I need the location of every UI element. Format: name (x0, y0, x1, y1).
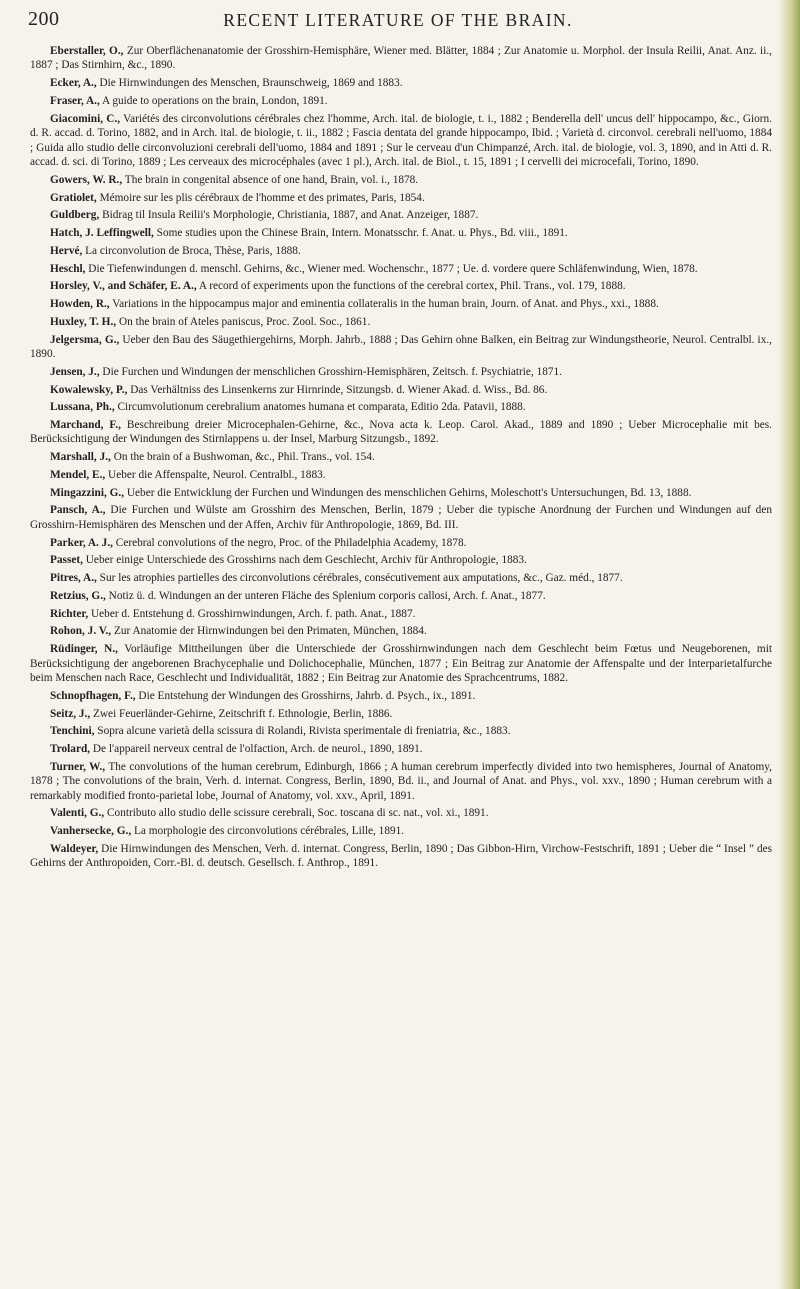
entry-citation: Ueber den Bau des Säugethiergehirns, Morph. Jahrb., 1888 ; Das Gehirn ohne Balken, ein Beitrag zur Windungstheorie, Neurol. Centralbl. ix., 1890. (30, 333, 772, 361)
bibliography-entry (30, 244, 772, 258)
entry-citation: Das Verhältniss des Linsenkerns zur Hirnrinde, Sitzungsb. d. Wiener Akad. d. Wiss., Bd. 86. (127, 383, 548, 396)
entry-citation: Vorläufige Mittheilungen über die Unterschiede der Grosshirnwindungen nach dem Geschlecht beim Fœtus und Neugeborenen, mit Berücksichtigung der angeborenen Brachycephalie und Dolichocephalie, München, 1877 ; Ein Beitrag zur Anatomie der Affenspalte und der Interparietalfurche beim Menschen nach Race, Geschlecht und Individualität, 1882 ; Ein Beitrag zur Anatomie des Sprachcentrums, 1882. (30, 643, 772, 685)
bibliography-entry (30, 226, 772, 240)
entry-citation: The brain in congenital absence of one hand, Brain, vol. i., 1878. (122, 173, 419, 186)
entry-author: Gowers, W. R., (50, 173, 123, 186)
bibliography-entry (30, 383, 772, 397)
entry-author: Rüdinger, N., (50, 643, 118, 656)
bibliography-entry (30, 571, 772, 585)
entry-author: Mendel, E., (50, 468, 106, 481)
bibliography-entry (30, 365, 772, 379)
entry-author: Kowalewsky, P., (50, 383, 128, 396)
bibliography-entry (30, 450, 772, 464)
bibliography-entry (30, 191, 772, 205)
entry-author: Jelgersma, G., (50, 333, 120, 346)
entry-author: Hervé, (50, 244, 83, 257)
bibliography-entry (30, 468, 772, 482)
entry-citation: A guide to operations on the brain, London, 1891. (99, 94, 328, 107)
bibliography-entry (30, 642, 772, 685)
entry-author: Jensen, J., (50, 365, 100, 378)
bibliography-entry (30, 806, 772, 820)
entry-citation: Die Hirnwindungen des Menschen, Braunschweig, 1869 and 1883. (96, 77, 403, 90)
entry-author: Richter, (50, 607, 89, 620)
bibliography-entry (30, 208, 772, 222)
entry-author: Trolard, (50, 743, 91, 756)
entry-author: Valenti, G., (50, 807, 105, 820)
entry-citation: Variations in the hippocampus major and eminentia collateralis in the human brain, Journ. of Anat. and Phys., xxi., 1888. (109, 298, 659, 311)
bibliography-entry (30, 173, 772, 187)
entry-author: Turner, W., (50, 760, 106, 773)
entry-author: Tenchini, (50, 725, 95, 738)
entry-citation: Variétés des circonvolutions cérébrales chez l'homme, Arch. ital. de biologie, t. i., 1882 ; Benderella dell' uncus dell' hippocampo, &c., Giorn. d. R. accad. d. Torino, 1882, and in Arch. ital. de biologie, t. ii., 1882 ; Fascia dentata del grande hippocampo, Ibid. ; Varietà d. circonvol. cerebrali nell'uomo, 1884 ; Guida allo studio delle circonvoluzioni cerebrali dell'uomo, 1884 and 1891 ; Sur le cerveau d'un Chimpanzé, Arch. ital. de biologie, vol. 3, 1890, and in Atti d. R. accad. d. sci. di Torino, 1889 ; Les cerveaux des microcéphales (avec 1 pl.), Arch. ital. de Biol., t. 15, 1891 ; I cervelli dei microcefali, Torino, 1890. (30, 112, 772, 169)
entry-citation: La morphologie des circonvolutions cérébrales, Lille, 1891. (131, 825, 405, 838)
bibliography-entry (30, 333, 772, 362)
bibliography-entry (30, 624, 772, 638)
entry-author: Eberstaller, O., (50, 45, 124, 57)
entry-author: Giacomini, C., (50, 112, 121, 125)
bibliography-entry (30, 742, 772, 756)
bibliography-entry (30, 842, 772, 871)
bibliography-entry (30, 607, 772, 621)
page-header (28, 6, 768, 38)
entry-citation: Die Furchen und Wülste am Grosshirn des Menschen, Berlin, 1879 ; Ueber die typische Anordnung der Furchen und Windungen auf den Grosshirn-Hemisphären des Menschen und der Affen, Archiv für Anthropologie, 1869, Bd. III. (30, 504, 772, 531)
entry-author: Schnopfhagen, F., (50, 689, 136, 702)
entry-author: Horsley, V., and Schäfer, E. A., (50, 280, 197, 293)
entry-citation: Contributo allo studio delle scissure cerebrali, Soc. toscana di sc. nat., vol. xi., 1891. (104, 807, 489, 820)
entry-citation: De l'appareil nerveux central de l'olfaction, Arch. de neurol., 1890, 1891. (90, 743, 423, 756)
bibliography-entry (30, 589, 772, 603)
entry-citation: Zur Anatomie der Hirnwindungen bei den Primaten, München, 1884. (111, 625, 427, 638)
entry-citation: Bidrag til Insula Reilii's Morphologie, Christiania, 1887, and Anat. Anzeiger, 1887. (99, 209, 479, 222)
bibliography-entry (30, 76, 772, 90)
entry-author: Pansch, A., (50, 504, 106, 517)
entry-citation: Ueber einige Unterschiede des Grosshirns nach dem Geschlecht, Archiv für Anthropologie, 1883. (82, 554, 527, 567)
entry-author: Waldeyer, (50, 842, 99, 855)
entry-author: Ecker, A., (50, 77, 97, 90)
entry-citation: Circumvolutionum cerebralium anatomes humana et comparata, Editio 2da. Patavii, 1888. (114, 401, 526, 414)
bibliography-entry (30, 689, 772, 703)
entry-author: Marshall, J., (50, 451, 111, 464)
entry-citation: Ueber die Entwicklung der Furchen und Windungen des menschlichen Gehirns, Moleschott's Untersuchungen, Bd. 13, 1888. (124, 486, 692, 499)
entry-citation: Sopra alcune varietà della scissura di Rolandi, Rivista sperimentale di freniatria, &c., 1883. (94, 725, 511, 738)
entry-citation: Die Tiefenwindungen d. menschl. Gehirns, &c., Wiener med. Wochenschr., 1877 ; Ue. d. vordere quere Schläfenwindung, Wien, 1878. (85, 262, 698, 275)
entry-author: Hatch, J. Leffingwell, (50, 227, 154, 240)
entry-author: Passet, (50, 554, 83, 567)
bibliography-entry (30, 503, 772, 532)
running-title: RECENT LITERATURE OF THE BRAIN. (223, 10, 573, 30)
bibliography-entry (30, 262, 772, 276)
bibliography-entry (30, 724, 772, 738)
bibliography-entry (30, 418, 772, 447)
entry-author: Gratiolet, (50, 191, 97, 204)
entry-author: Pitres, A., (50, 572, 97, 585)
bibliography-entry (30, 400, 772, 414)
entry-citation: On the brain of Ateles paniscus, Proc. Zool. Soc., 1861. (116, 315, 371, 328)
bibliography-list (30, 44, 772, 1280)
entry-citation: Ueber die Affenspalte, Neurol. Centralbl., 1883. (105, 468, 326, 481)
entry-citation: Sur les atrophies partielles des circonvolutions cérébrales, consécutivement aux amputations, &c., Gaz. méd., 1877. (96, 572, 623, 585)
entry-citation: La circonvolution de Broca, Thèse, Paris, 1888. (82, 244, 301, 257)
entry-citation: Mémoire sur les plis cérébraux de l'homme et des primates, Paris, 1854. (96, 191, 425, 204)
page-number: 200 (28, 8, 60, 30)
entry-citation: Cerebral convolutions of the negro, Proc. of the Philadelphia Academy, 1878. (112, 536, 467, 549)
entry-citation: Beschreibung dreier Microcephalen-Gehirne, &c., Nova acta k. Leop. Carol. Akad., 1889 and 1890 ; Ueber Microcephalie mit bes. Berücksichtigung der Windungen des Stirnlappens u. der Insel, Marburg Sitzungsb., 1892. (30, 419, 772, 446)
entry-citation: Ueber d. Entstehung d. Grosshirnwindungen, Arch. f. path. Anat., 1887. (88, 607, 416, 620)
bibliography-entry (30, 44, 772, 73)
entry-citation: Zwei Feuerländer-Gehirne, Zeitschrift f. Ethnologie, Berlin, 1886. (90, 707, 393, 720)
entry-citation: Some studies upon the Chinese Brain, Intern. Monatsschr. f. Anat. u. Phys., Bd. viii., 1891. (153, 227, 568, 240)
entry-author: Seitz, J., (50, 707, 91, 720)
bibliography-entry (30, 315, 772, 329)
bibliography-entry (30, 94, 772, 108)
entry-author: Rohon, J. V., (50, 625, 112, 638)
bibliography-entry (30, 486, 772, 500)
entry-citation: On the brain of a Bushwoman, &c., Phil. Trans., vol. 154. (110, 451, 375, 464)
entry-citation: A record of experiments upon the functions of the cerebral cortex, Phil. Trans., vol. 179, 1888. (196, 280, 626, 293)
entry-author: Guldberg, (50, 209, 100, 222)
bibliography-entry (30, 707, 772, 721)
entry-author: Howden, R., (50, 298, 110, 311)
bibliography-entry (30, 279, 772, 293)
entry-citation: Notiz ü. d. Windungen an der unteren Fläche des Splenium corporis callosi, Arch. f. Anat., 1877. (105, 589, 546, 602)
bibliography-entry (30, 536, 772, 550)
bibliography-entry (30, 297, 772, 311)
entry-author: Fraser, A., (50, 94, 100, 107)
entry-author: Vanhersecke, G., (50, 825, 132, 838)
entry-author: Huxley, T. H., (50, 315, 117, 328)
entry-citation: Die Hirnwindungen des Menschen, Verh. d. internat. Congress, Berlin, 1890 ; Das Gibbon-Hirn, Virchow-Festschrift, 1891 ; Ueber die “ Insel ” des Gehirns der Anthropoiden, Corr.-Bl. d. deutsch. Gesellsch. f. Anthrop., 1891. (30, 842, 772, 870)
entry-author: Heschl, (50, 262, 86, 275)
bibliography-entry (30, 824, 772, 838)
entry-citation: Die Entstehung der Windungen des Grosshirns, Jahrb. d. Psych., ix., 1891. (135, 689, 476, 702)
entry-citation: Die Furchen und Windungen der menschlichen Grosshirn-Hemisphären, Zeitsch. f. Psychiatrie, 1871. (99, 365, 562, 378)
entry-author: Mingazzini, G., (50, 486, 125, 499)
entry-author: Retzius, G., (50, 589, 106, 602)
bibliography-entry (30, 760, 772, 803)
bibliography-entry (30, 112, 772, 170)
entry-author: Lussana, Ph., (50, 401, 115, 414)
page-edge-shadow (778, 0, 800, 1289)
entry-citation: The convolutions of the human cerebrum, Edinburgh, 1866 ; A human cerebrum imperfectly divided into two hemispheres, Journal of Anatomy, 1878 ; The convolutions of the brain, Verh. d. internat. Congress, Berlin, 1890, Bd. ii., and Journal of Anat. and Phys., vol. xxv., 1890 ; Human cerebrum with a remarkably modified fronto-parietal lobe, Journal of Anatomy, vol. xxv., April, 1891. (30, 760, 772, 802)
bibliography-entry (30, 553, 772, 567)
entry-author: Parker, A. J., (50, 536, 113, 549)
entry-citation: Zur Oberflächenanatomie der Grosshirn-Hemisphäre, Wiener med. Blätter, 1884 ; Zur Anatomie u. Morphol. der Insula Reilii, Anat. Anz. ii., 1887 ; Das Stirnhirn, &c., 1890. (30, 45, 772, 72)
entry-author: Marchand, F., (50, 419, 121, 432)
